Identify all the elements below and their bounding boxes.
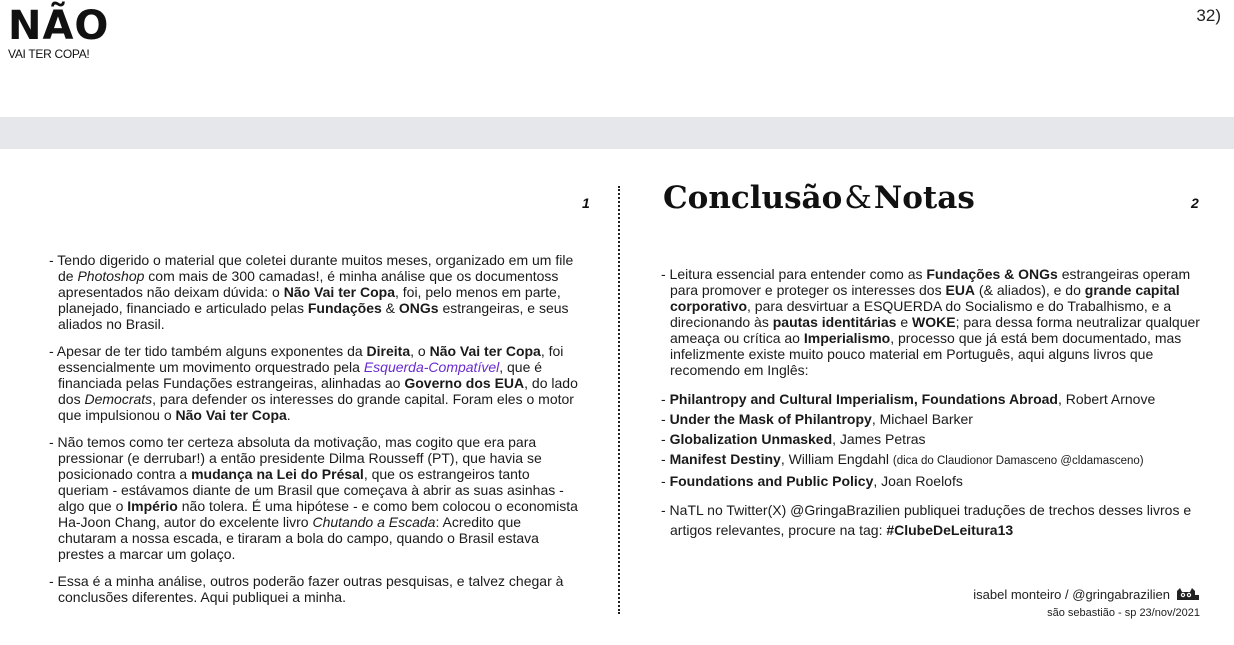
column-number-1: 1	[582, 195, 590, 211]
header-band	[0, 117, 1234, 149]
cat-icon	[1174, 587, 1200, 605]
hashtag: #ClubeDeLeitura13	[886, 522, 1014, 538]
logo	[8, 3, 110, 61]
left-paragraph-1: - Tendo digerido o material que coletei durante muitos meses, organizado em um file de Photoshop com mais de 300 camadas!, é minha análise que os documentoss apresentados não deixam dúvida: o Não Vai ter Copa, foi, pelo menos em parte, planejado, financiado e articulado pelas Fundações & ONGs estrangeiras, e seus aliados no Brasil.	[49, 252, 574, 332]
column-number-2: 2	[1191, 195, 1199, 211]
intro-paragraph: - Leitura essencial para entender como as Fundações & ONGs estrangeiras operam para promover e proteger os interesses dos EUA (& aliados), e do grande capital corporativo, para desvirtuar a ESQUERDA do Socialismo e do Trabalhismo, e a direcionando às pautas identitárias e WOKE; para dessa forma neutralizar qualquer ameaça ou crítica ao Imperialismo, processo que já está bem documentado, mas infelizmente existe muito pouco material em Português, aqui alguns livros que recomendo em Inglês:	[661, 266, 1200, 378]
book-item: - Philantropy and Cultural Imperialism, Foundations Abroad, Robert Arnove	[661, 391, 1156, 407]
left-paragraph-3: - Não temos como ter certeza absoluta da motivação, mas cogito que era para pressionar (e derrubar!) a então presidente Dilma Rousseff (PT), que havia se posicionado contra a mudança na Lei do Présal, que os estrangeiros tanto queriam - estávamos diante de um Brasil que começava à abrir as suas asinhas - algo que o Império não tolera. É uma hipótese - e como bem colocou o economista Ha-Joon Chang, autor do excelente livro Chutando a Escada: Acredito que chutaram a nossa escada, e tiraram a bola do campo, quando o Brasil estava prestes a marcar um golaço.	[49, 434, 578, 562]
left-paragraph-4: - Essa é a minha análise, outros poderão fazer outras pesquisas, e talvez chegar à conclusões diferentes. Aqui publiquei a minha.	[49, 573, 564, 605]
highlight-esquerda: Esquerda-Compatível	[363, 359, 500, 375]
book-item: - Under the Mask of Philantropy, Michael Barker	[661, 411, 973, 427]
column-divider	[618, 186, 620, 614]
book-note: (dica do Claudionor Damasceno @cldamasceno)	[892, 455, 1144, 467]
logo-main-text: NÃO	[8, 3, 110, 49]
left-column	[49, 252, 579, 616]
left-paragraph-2: - Apesar de ter tido também alguns exponentes da Direita, o Não Vai ter Copa, foi essencialmente um movimento orquestrado pela Esquerda-Compatível, que é financiada pelas Fundações estrangeiras, alinhadas ao Governo dos EUA, do lado dos Democrats, para defender os interesses do grande capital. Foram eles o motor que impulsionou o Não Vai ter Copa.	[49, 343, 578, 423]
section-title: Conclusão&Notas	[663, 180, 975, 216]
signature	[973, 586, 1200, 622]
right-column	[661, 266, 1206, 551]
twitter-paragraph: - NaTL no Twitter(X) @GringaBrazilien publiquei traduções de trechos desses livros e artigos relevantes, procure na tag: #ClubeDeLeitura13	[661, 502, 1192, 538]
page-number: 32)	[1196, 6, 1221, 25]
book-list	[661, 389, 1206, 491]
signature-author: isabel monteiro / @gringabrazilien	[973, 586, 1200, 605]
book-item: - Foundations and Public Policy, Joan Roelofs	[661, 473, 963, 489]
logo-sub-text: VAI TER COPA!	[8, 47, 90, 61]
signature-place-date: são sebastião - sp 23/nov/2021	[1047, 606, 1200, 619]
book-item: - Globalization Unmasked, James Petras	[661, 431, 926, 447]
book-item: - Manifest Destiny, William Engdahl (dica do Claudionor Damasceno @cldamasceno)	[661, 451, 1144, 467]
